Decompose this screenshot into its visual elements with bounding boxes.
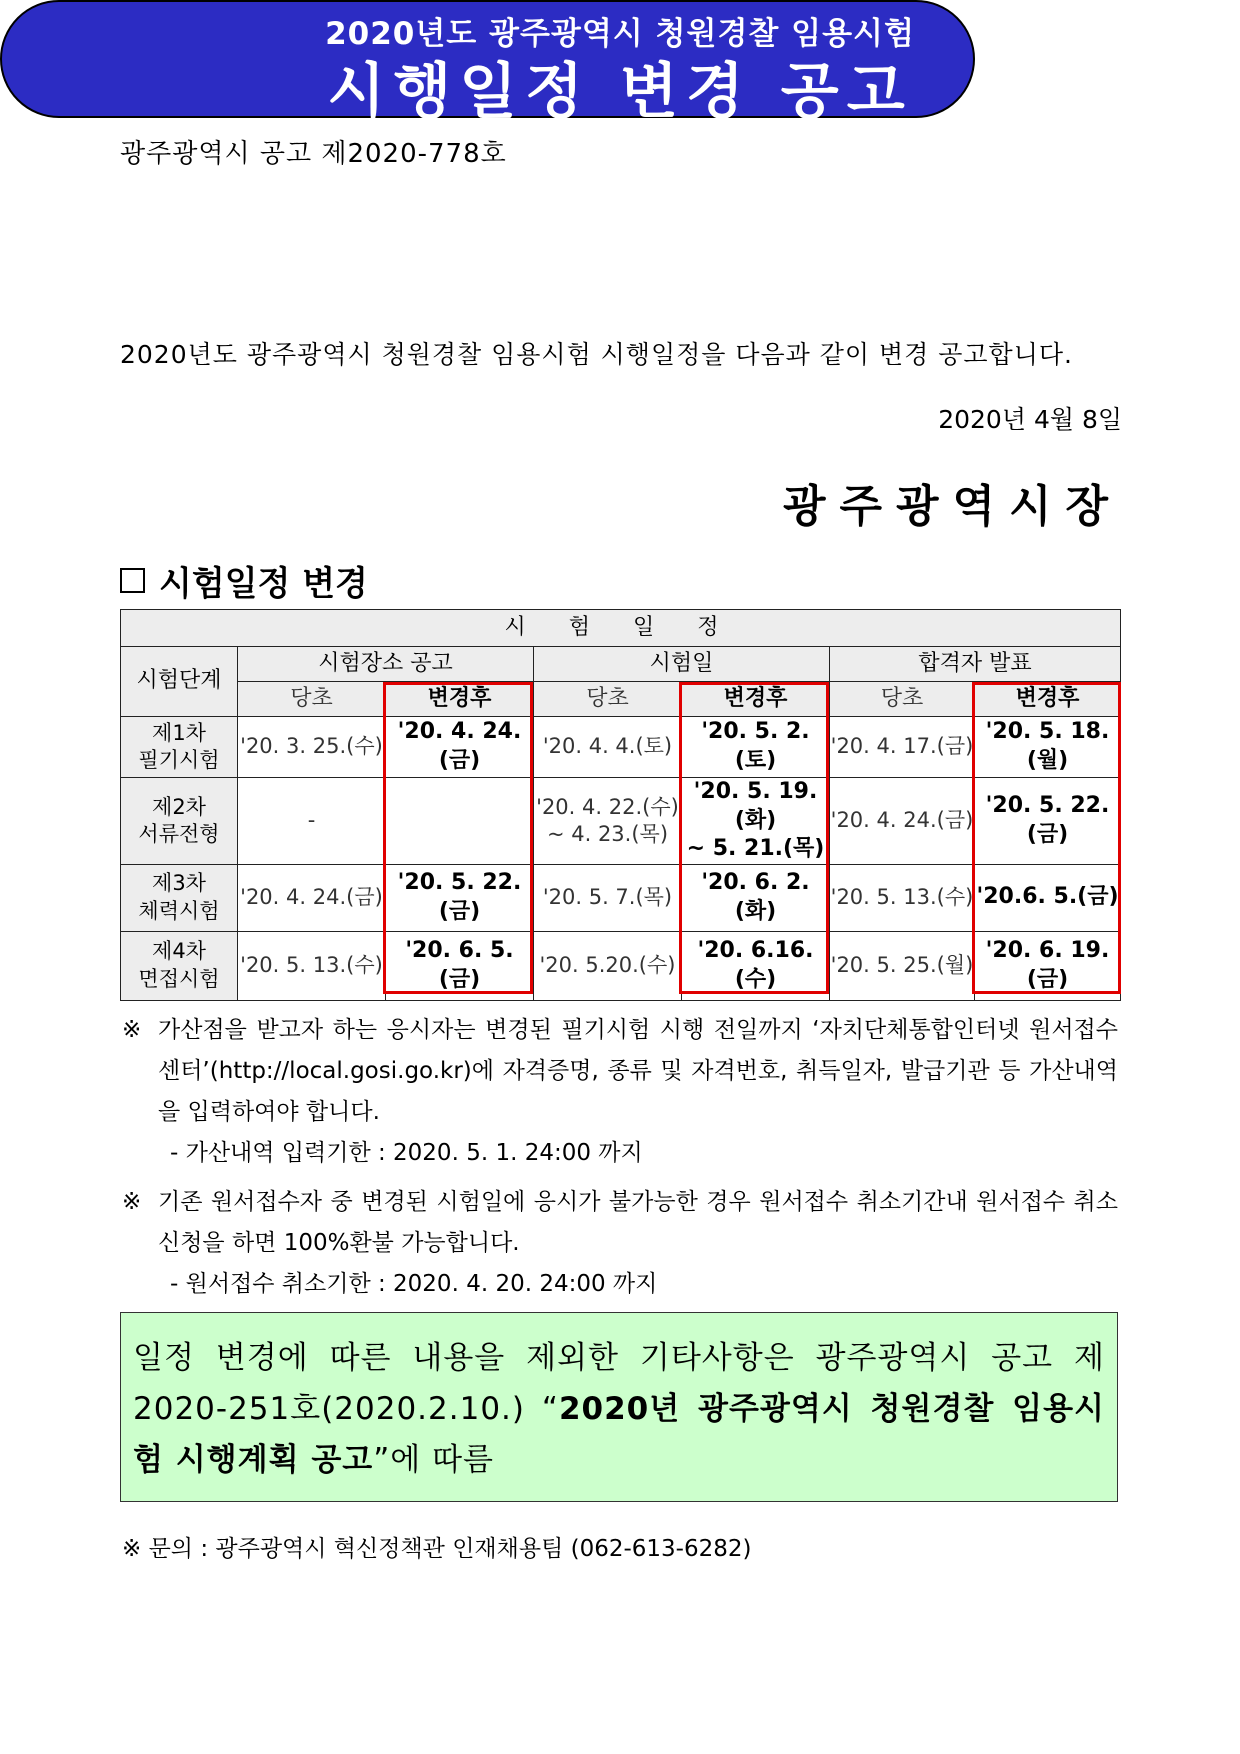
result-original-cell: '20. 5. 13.(수) [830,864,975,931]
exam-original-cell: '20. 5.20.(수) [534,931,682,1000]
exam-changed-cell: '20. 6.16.(수) [682,931,830,1000]
venue-original-cell: '20. 3. 25.(수) [238,717,386,778]
exam-original-cell: '20. 4. 4.(토) [534,717,682,778]
venue-changed-cell: '20. 4. 24.(금) [386,717,534,778]
sub-header-changed: 변경후 [975,682,1121,717]
exam-changed-cell: '20. 5. 2.(토) [682,717,830,778]
venue-changed-cell: '20. 5. 22.(금) [386,864,534,931]
exam-changed-cell: '20. 6. 2.(화) [682,864,830,931]
section-title [120,556,368,605]
sub-header-changed: 변경후 [682,682,830,717]
reference-box [120,1312,1118,1502]
note-1 [122,1010,1118,1174]
reference-prefix: 일정 변경에 따른 내용을 제외한 기타사항은 광주광역시 공고 제2020-251호(2020.2.10.) “ [133,1340,1105,1427]
result-changed-cell: '20. 5. 18.(월) [975,717,1121,778]
reference-suffix: ”에 따름 [373,1442,494,1478]
sub-header-original: 당초 [534,682,682,717]
result-changed-cell: '20.6. 5.(금) [975,864,1121,931]
table-row [121,931,1121,1000]
table-row [121,864,1121,931]
intro-text: 2020년도 광주광역시 청원경찰 임용시험 시행일정을 다음과 같이 변경 공고합니다. [120,340,1073,369]
venue-changed-cell: '20. 6. 5.(금) [386,931,534,1000]
result-changed-cell: '20. 6. 19.(금) [975,931,1121,1000]
table-row [121,778,1121,865]
group-header: 시험일 [534,647,830,682]
note-2 [122,1182,1118,1305]
reference-plan-title: 2020년 광주광역시 청원경찰 임용시험 시행계획 공고 [133,1391,1105,1478]
note-text: 가산점을 받고자 하는 응시자는 변경된 필기시험 시행 전일까지 ‘자치단체통합인터넷 원서접수센터’(http://local.gosi.go.kr)에 자격증명, 종류 및 자격번호, 취득일자, 발급기관 등 가산내역을 입력하여야 합니다. [158,1017,1118,1125]
exam-original-cell: '20. 5. 7.(목) [534,864,682,931]
changed-result-highlight [972,682,1121,994]
result-changed-cell: '20. 5. 22.(금) [975,778,1121,865]
result-original-cell: '20. 4. 17.(금) [830,717,975,778]
table-top-header: 시 험 일 정 [121,610,1121,647]
stage-cell: 제3차 체력시험 [121,864,238,931]
notice-date: 2020년 4월 8일 [938,405,1122,434]
note-sub-text: - 원서접수 취소기한 : 2020. 4. 20. 24:00 까지 [170,1271,658,1297]
sub-header-changed: 변경후 [386,682,534,717]
note-text: 기존 원서접수자 중 변경된 시험일에 응시가 불가능한 경우 원서접수 취소기간내 원서접수 취소신청을 하면 100%환불 가능합니다. [158,1189,1118,1256]
stage-cell: 제1차 필기시험 [121,717,238,778]
title-banner [0,0,975,127]
note-sub-text: - 가산내역 입력기한 : 2020. 5. 1. 24:00 까지 [170,1140,643,1166]
venue-original-cell: - [238,778,386,865]
result-original-cell: '20. 5. 25.(월) [830,931,975,1000]
exam-original-cell: '20. 4. 22.(수) ~ 4. 23.(목) [534,778,682,865]
contact-info: ※ 문의 : 광주광역시 혁신정책관 인재채용팀 (062-613-6282) [122,1536,752,1562]
group-header: 합격자 발표 [830,647,1121,682]
result-original-cell: '20. 4. 24.(금) [830,778,975,865]
notice-number: 광주광역시 공고 제2020-778호 [120,139,507,169]
note-mark: ※ [122,1189,142,1215]
sub-header-original: 당초 [238,682,386,717]
title-line1: 2020년도 광주광역시 청원경찰 임용시험 [325,16,915,52]
group-header: 시험장소 공고 [238,647,534,682]
checkbox-icon [120,568,145,593]
sub-header-original: 당초 [830,682,975,717]
issuer-name: 광주광역시장 [782,481,1122,532]
note-mark: ※ [122,1017,142,1043]
title-line2: 시행일정 변경 공고 [327,57,913,127]
changed-venue-highlight [383,682,533,994]
stage-cell: 제4차 면접시험 [121,931,238,1000]
section-title-text: 시험일정 변경 [159,564,368,604]
stage-header: 시험단계 [121,647,238,717]
table-row [121,717,1121,778]
stage-cell: 제2차 서류전형 [121,778,238,865]
venue-original-cell: '20. 4. 24.(금) [238,864,386,931]
venue-original-cell: '20. 5. 13.(수) [238,931,386,1000]
changed-exam-highlight [679,682,829,994]
exam-changed-cell: '20. 5. 19.(화) ~ 5. 21.(목) [682,778,830,865]
schedule-table [120,609,1121,1001]
